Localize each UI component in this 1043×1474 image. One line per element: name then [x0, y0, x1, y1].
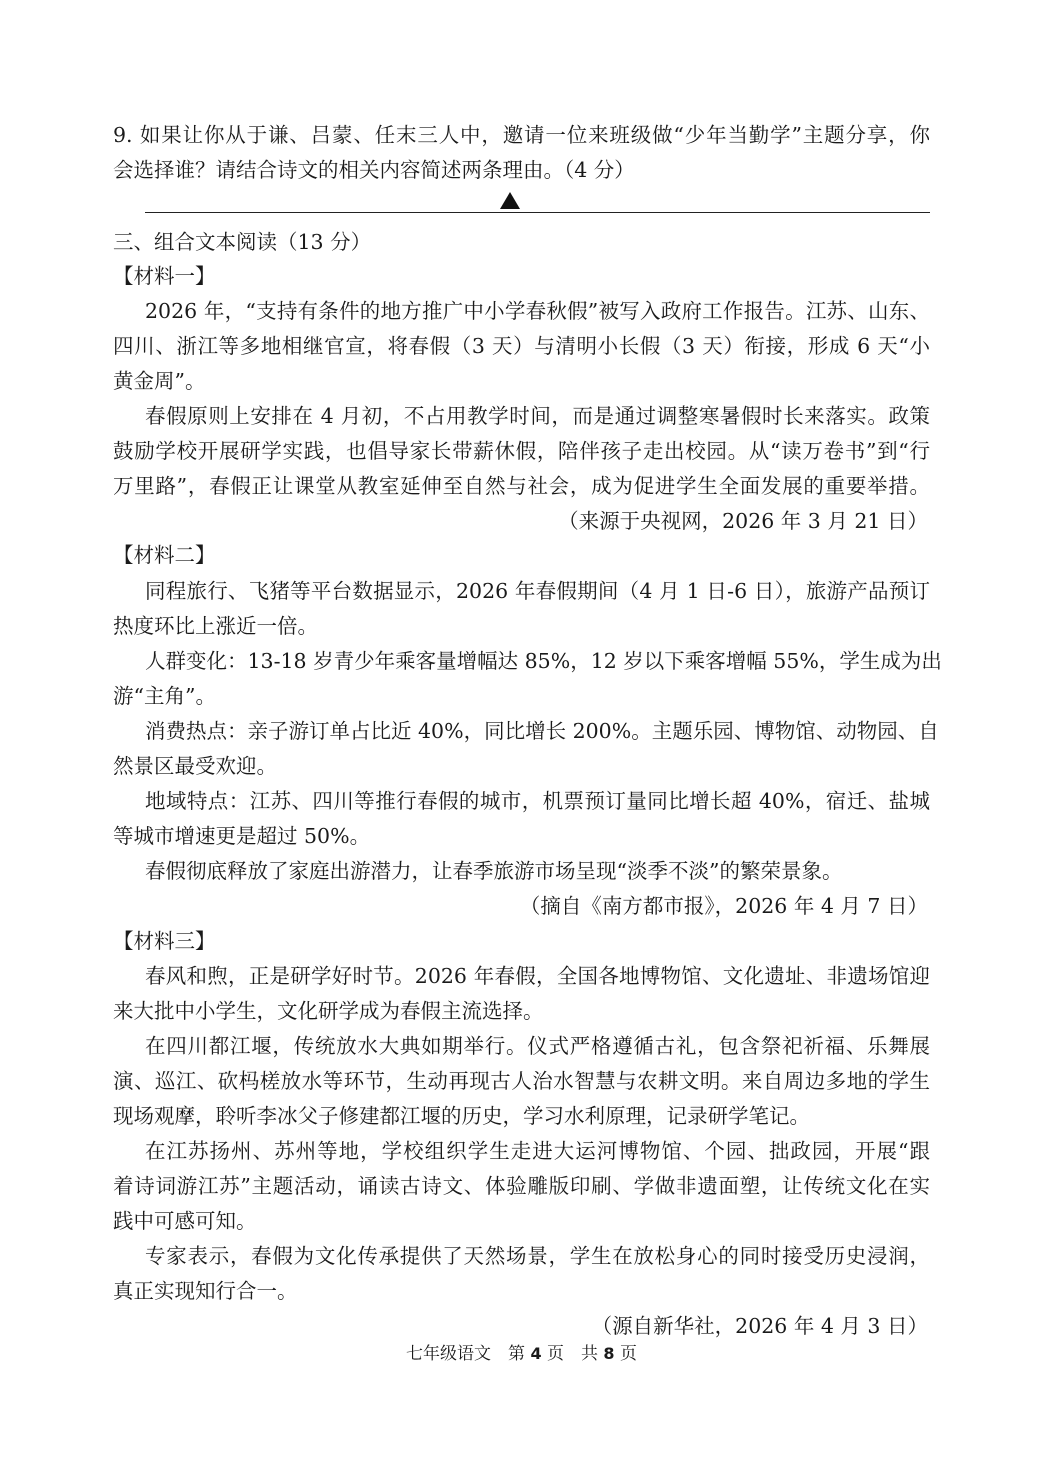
- footer-prefix: 七年级语文 第: [406, 1344, 531, 1364]
- material-2-paragraph-2-line-1: 人群变化：13-18 岁青少年乘客量增幅达 85%，12 岁以下乘客增幅 55%，学生成为出: [145, 649, 942, 673]
- material-3-paragraph-3-line-2: 着诗词游江苏”主题活动，诵读古诗文、体验雕版印刷、学做非遗面塑，让传统文化在实: [113, 1174, 930, 1198]
- footer-total-pages: 8: [603, 1344, 615, 1363]
- footer-suffix: 页: [614, 1344, 637, 1364]
- section-3-title: 三、组合文本阅读（13 分）: [113, 230, 372, 254]
- material-3-paragraph-1-line-1: 春风和煦，正是研学好时节。2026 年春假，全国各地博物馆、文化遗址、非遗场馆迎: [145, 964, 930, 988]
- material-3-paragraph-2-line-2: 演、巡江、砍杩槎放水等环节，生动再现古人治水智慧与农耕文明。来自周边多地的学生: [113, 1069, 930, 1093]
- material-3-paragraph-2-line-3: 现场观摩，聆听李冰父子修建都江堰的历史，学习水利原理，记录研学笔记。: [113, 1104, 810, 1128]
- material-2-paragraph-3-line-2: 然景区最受欢迎。: [113, 754, 277, 778]
- footer-mid: 页 共: [541, 1344, 604, 1364]
- material-2-source: （摘自《南方都市报》，2026 年 4 月 7 日）: [519, 894, 928, 918]
- material-2-paragraph-1-line-1: 同程旅行、飞猪等平台数据显示，2026 年春假期间（4 月 1 日-6 日），旅游产品预订: [145, 579, 930, 603]
- material-2-paragraph-5: 春假彻底释放了家庭出游潜力，让春季旅游市场呈现“淡季不淡”的繁荣景象。: [145, 859, 843, 883]
- material-1-paragraph-2-line-3: 万里路”，春假正让课堂从教室延伸至自然与社会，成为促进学生全面发展的重要举措。: [113, 474, 930, 498]
- material-3-paragraph-4-line-1: 专家表示，春假为文化传承提供了天然场景，学生在放松身心的同时接受历史浸润，: [145, 1244, 930, 1268]
- question-9-line-1: 9. 如果让你从于谦、吕蒙、任末三人中，邀请一位来班级做“少年当勤学”主题分享，你: [113, 123, 930, 147]
- material-1-source: （来源于央视网，2026 年 3 月 21 日）: [558, 509, 928, 533]
- answer-marker-triangle-icon: [500, 192, 520, 209]
- material-2-paragraph-4-line-1: 地域特点：江苏、四川等推行春假的城市，机票预订量同比增长超 40%，宿迁、盐城: [145, 789, 930, 813]
- material-3-paragraph-3-line-3: 践中可感可知。: [113, 1209, 257, 1233]
- material-2-paragraph-3-line-1: 消费热点：亲子游订单占比近 40%，同比增长 200%。主题乐园、博物馆、动物园、自: [145, 719, 939, 743]
- page-footer: [0, 1342, 1043, 1366]
- footer-page-number: 4: [530, 1344, 542, 1363]
- material-1-label: 【材料一】: [113, 264, 216, 288]
- material-1-paragraph-2-line-1: 春假原则上安排在 4 月初，不占用教学时间，而是通过调整寒暑假时长来落实。政策: [145, 404, 930, 428]
- answer-line-divider: [145, 212, 930, 213]
- material-2-paragraph-4-line-2: 等城市增速更是超过 50%。: [113, 824, 371, 848]
- material-3-paragraph-1-line-2: 来大批中小学生，文化研学成为春假主流选择。: [113, 999, 544, 1023]
- material-2-paragraph-1-line-2: 热度环比上涨近一倍。: [113, 614, 318, 638]
- material-1-paragraph-1-line-1: 2026 年，“支持有条件的地方推广中小学春秋假”被写入政府工作报告。江苏、山东、: [145, 299, 930, 323]
- question-9-line-2: 会选择谁？请结合诗文的相关内容简述两条理由。（4 分）: [113, 158, 635, 182]
- material-3-label: 【材料三】: [113, 929, 216, 953]
- material-3-paragraph-2-line-1: 在四川都江堰，传统放水大典如期举行。仪式严格遵循古礼，包含祭祀祈福、乐舞展: [145, 1034, 930, 1058]
- material-1-paragraph-1-line-3: 黄金周”。: [113, 369, 206, 393]
- material-3-paragraph-4-line-2: 真正实现知行合一。: [113, 1279, 298, 1303]
- material-3-paragraph-3-line-1: 在江苏扬州、苏州等地，学校组织学生走进大运河博物馆、个园、拙政园，开展“跟: [145, 1139, 930, 1163]
- material-3-source: （源自新华社，2026 年 4 月 3 日）: [591, 1314, 928, 1338]
- material-2-paragraph-2-line-2: 游“主角”。: [113, 684, 216, 708]
- material-2-label: 【材料二】: [113, 543, 216, 567]
- material-1-paragraph-2-line-2: 鼓励学校开展研学实践，也倡导家长带薪休假，陪伴孩子走出校园。从“读万卷书”到“行: [113, 439, 930, 463]
- material-1-paragraph-1-line-2: 四川、浙江等多地相继官宣，将春假（3 天）与清明小长假（3 天）衔接，形成 6 天“小: [113, 334, 930, 358]
